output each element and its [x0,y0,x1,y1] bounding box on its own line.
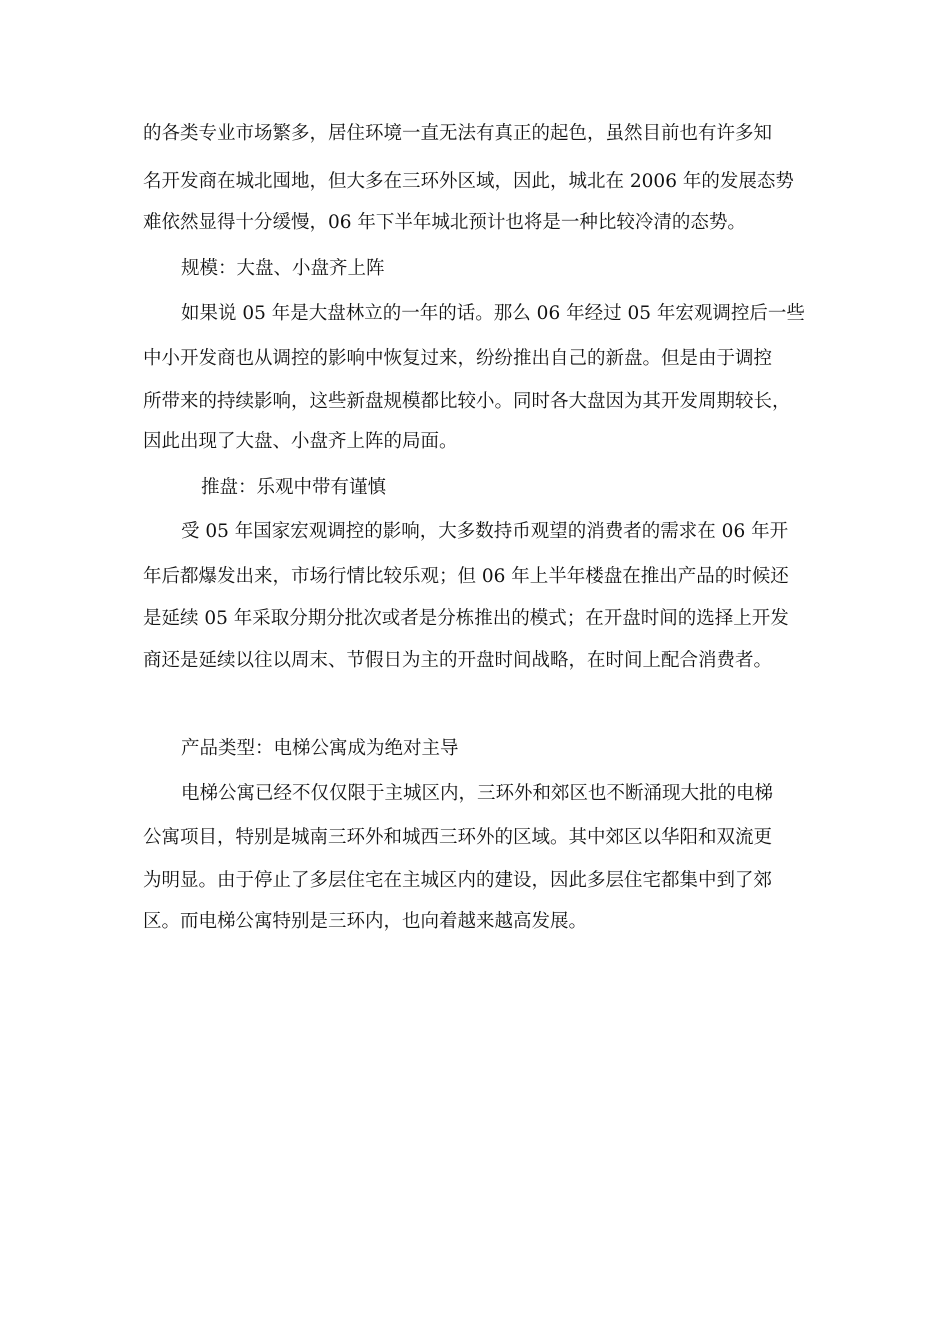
text-line: 公寓项目，特别是城南三环外和城西三环外的区域。其中郊区以华阳和双流更 [143,827,773,848]
text-line: 中小开发商也从调控的影响中恢复过来，纷纷推出自己的新盘。但是由于调控 [143,348,773,369]
text-line: 区。而电梯公寓特别是三环内，也向着越来越高发展。 [143,911,588,932]
text-line: 所带来的持续影响，这些新盘规模都比较小。同时各大盘因为其开发周期较长， [143,391,791,412]
product-heading: 产品类型：电梯公寓成为绝对主导 [181,738,459,759]
text-line: 商还是延续以往以周末、节假日为主的开盘时间战略，在时间上配合消费者。 [143,650,773,671]
text-line: 是延续 05 年采取分期分批次或者是分栋推出的模式；在开盘时间的选择上开发 [143,608,789,629]
text-line: 名开发商在城北囤地，但大多在三环外区域，因此，城北在 2006 年的发展态势 [143,171,794,192]
text-line: 难依然显得十分缓慢，06 年下半年城北预计也将是一种比较冷清的态势。 [143,212,746,233]
text-line: 的各类专业市场繁多，居住环境一直无法有真正的起色，虽然目前也有许多知 [143,123,773,144]
text-line: 年后都爆发出来，市场行情比较乐观；但 06 年上半年楼盘在推出产品的时候还 [143,566,789,587]
scale-heading: 规模：大盘、小盘齐上阵 [181,258,385,279]
text-line: 受 05 年国家宏观调控的影响，大多数持币观望的消费者的需求在 06 年开 [181,521,789,542]
text-line: 如果说 05 年是大盘林立的一年的话。那么 06 年经过 05 年宏观调控后一些 [181,303,805,324]
text-line: 因此出现了大盘、小盘齐上阵的局面。 [143,431,458,452]
text-line: 为明显。由于停止了多层住宅在主城区内的建设，因此多层住宅都集中到了郊 [143,870,773,891]
launch-heading: 推盘：乐观中带有谨慎 [201,477,387,498]
text-line: 电梯公寓已经不仅仅限于主城区内，三环外和郊区也不断涌现大批的电梯 [181,783,774,804]
